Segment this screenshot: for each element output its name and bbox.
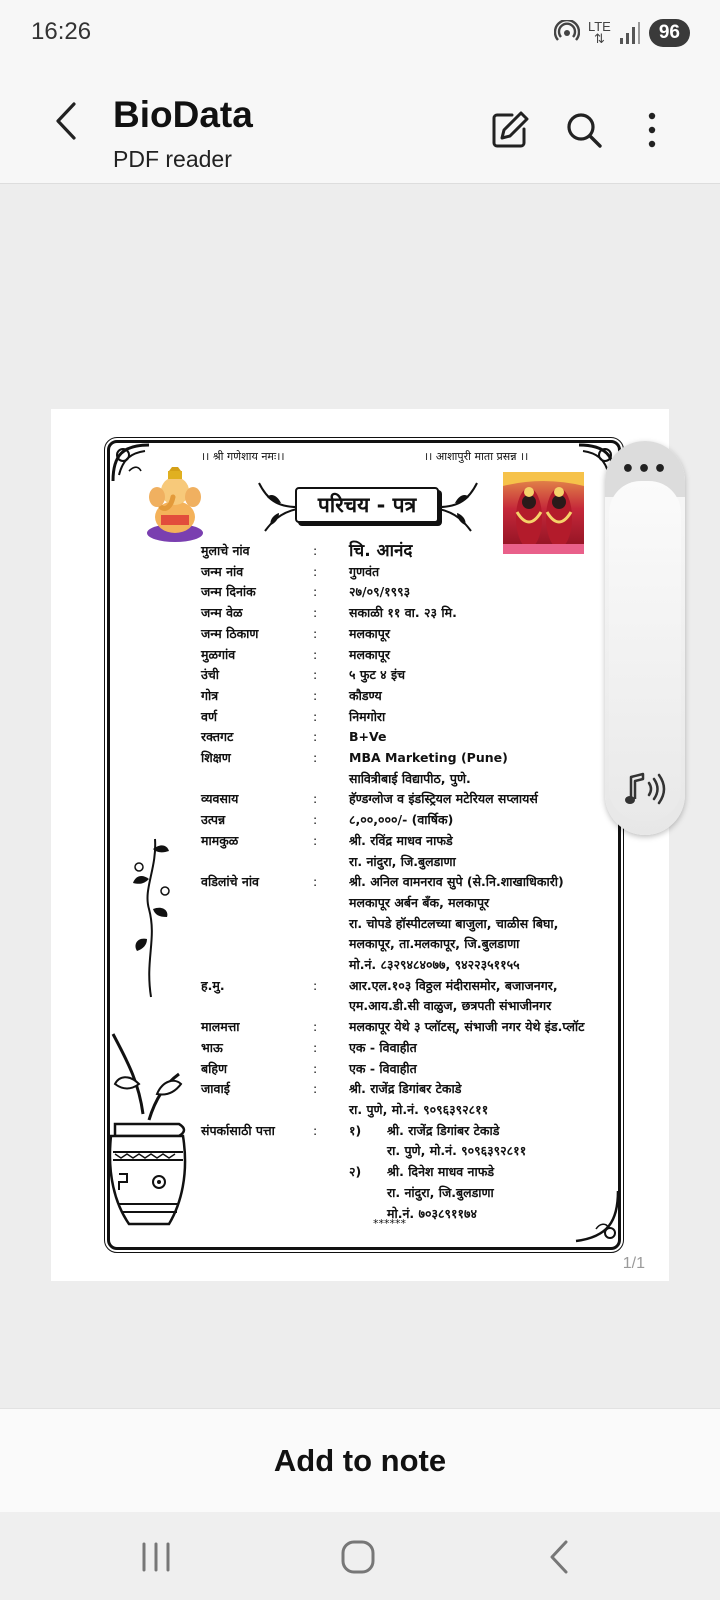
biodata-row: जन्म वेळ : सकाळी ११ वा. २३ मि. — [201, 605, 457, 621]
biodata-row-continuation: एम.आय.डी.सी वाळुज, छत्रपती संभाजीनगर — [349, 998, 552, 1014]
header-right-text: ।। आशापुरी माता प्रसन्न ।। — [424, 450, 529, 463]
back-arrow-icon[interactable] — [44, 96, 88, 146]
biodata-row: उत्पन्न : ८,००,०००/- (वार्षिक) — [201, 812, 454, 828]
header-left-text: ।। श्री गणेशाय नमः।। — [201, 450, 285, 463]
contact-row-continuation: मो.नं. ७०३८९११७४ — [387, 1205, 477, 1221]
search-icon[interactable] — [562, 108, 606, 152]
biodata-rows — [201, 541, 621, 1224]
ganesh-image — [143, 467, 207, 545]
page-subtitle: PDF reader — [113, 146, 232, 172]
pdf-page[interactable] — [51, 409, 669, 1281]
biodata-row: जन्म ठिकाण : मलकापूर — [201, 625, 391, 641]
biodata-row-continuation: रा. नांदुरा, जि.बुलडाणा — [349, 853, 456, 869]
biodata-row: वर्ण : निमगोरा — [201, 708, 386, 724]
biodata-row-continuation: मलकापूर अर्बन बँक, मलकापूर — [349, 894, 490, 910]
contact-row-continuation: रा. नांदुरा, जि.बुलडाणा — [387, 1184, 494, 1200]
biodata-row: ह.मु. : आर.एल.१०३ विठ्ठल मंदीरासमोर, बजाजनगर, — [201, 977, 558, 993]
side-panel-handle[interactable]: ••• — [605, 441, 685, 497]
page-indicator: 1/1 — [622, 1255, 645, 1272]
biodata-row: मुळगांव : मलकापूर — [201, 646, 391, 662]
floral-vine-illustration — [127, 829, 175, 999]
document-heading: परिचय - पत्र — [295, 487, 439, 523]
read-aloud-icon[interactable] — [621, 769, 669, 809]
battery-indicator: 96 — [649, 19, 690, 47]
biodata-row: जावाई : श्री. राजेंद्र डिगांबर टेकाडे — [201, 1081, 462, 1097]
biodata-row-continuation: रा. पुणे, मो.नं. ९०९६३९२८११ — [349, 1101, 489, 1117]
back-nav-icon[interactable] — [530, 1532, 590, 1582]
biodata-row: उंची : ५ फुट ४ इंच — [201, 667, 406, 683]
app-bar — [0, 66, 720, 184]
heading-flourish-right-icon — [439, 479, 479, 533]
signal-icon — [619, 21, 641, 45]
biodata-row: मालमत्ता : मलकापूर येथे ३ प्लॉटस्, संभाजी नगर येथे इंड.प्लॉट — [201, 1019, 585, 1035]
biodata-row: शिक्षण : MBA Marketing (Pune) — [201, 750, 508, 766]
floating-side-panel[interactable] — [605, 441, 685, 835]
biodata-row-continuation: मलकापूर, ता.मलकापूर, जि.बुलडाणा — [349, 936, 520, 952]
contact-row: संपर्कासाठी पत्ता : १) श्री. राजेंद्र डिगांबर टेकाडे — [201, 1122, 500, 1138]
add-to-note-button[interactable]: Add to note — [0, 1408, 720, 1512]
footer-stars: ****** — [373, 1217, 406, 1230]
status-time: 16:26 — [31, 18, 92, 45]
system-navigation-bar — [0, 1512, 720, 1600]
biodata-row: जन्म नांव : गुणवंत — [201, 563, 380, 579]
contact-row: २) श्री. दिनेश माधव नाफडे — [349, 1164, 495, 1180]
biodata-row: गोत्र : कौडण्य — [201, 687, 382, 703]
hotspot-icon — [554, 20, 580, 46]
status-icons — [554, 18, 690, 48]
kalash-illustration — [109, 1024, 189, 1234]
contact-row-continuation: रा. पुणे, मो.नं. ९०९६३९२८११ — [387, 1143, 527, 1159]
edit-icon[interactable] — [488, 108, 532, 152]
page-title: BioData — [113, 94, 253, 135]
biodata-row: मुलाचे नांव : चि. आनंद — [201, 541, 413, 561]
biodata-row: व्यवसाय : हॅण्डग्लोज व इंडस्ट्रियल मटेरियल सप्लायर्स — [201, 791, 538, 807]
home-icon[interactable] — [328, 1532, 388, 1582]
biodata-row-continuation: रा. चोपडे हॉस्पीटलच्या बाजुला, चाळीस बिघा, — [349, 915, 559, 931]
biodata-row: बहिण : एक - विवाहीत — [201, 1060, 417, 1076]
lte-indicator: LTE ⇅ — [587, 19, 611, 46]
biodata-row: मामकुळ : श्री. रविंद्र माधव नाफडे — [201, 832, 453, 848]
biodata-row: रक्तगट : B+Ve — [201, 729, 387, 745]
biodata-row: जन्म दिनांक : २७/०९/१९९३ — [201, 584, 411, 600]
biodata-row: वडिलांचे नांव : श्री. अनिल वामनराव सुपे (से.नि.शाखाधिकारी) — [201, 874, 564, 890]
biodata-row: भाऊ : एक - विवाहीत — [201, 1039, 417, 1055]
biodata-row-continuation: मो.नं. ८३२९४८४०७७, ९४२२३५११५५ — [349, 957, 520, 973]
biodata-row-continuation: सावित्रीबाई विद्यापीठ, पुणे. — [349, 770, 471, 786]
recent-apps-icon[interactable] — [126, 1532, 186, 1582]
more-options-icon[interactable] — [630, 108, 674, 152]
status-bar — [0, 0, 720, 66]
heading-flourish-left-icon — [257, 479, 297, 533]
